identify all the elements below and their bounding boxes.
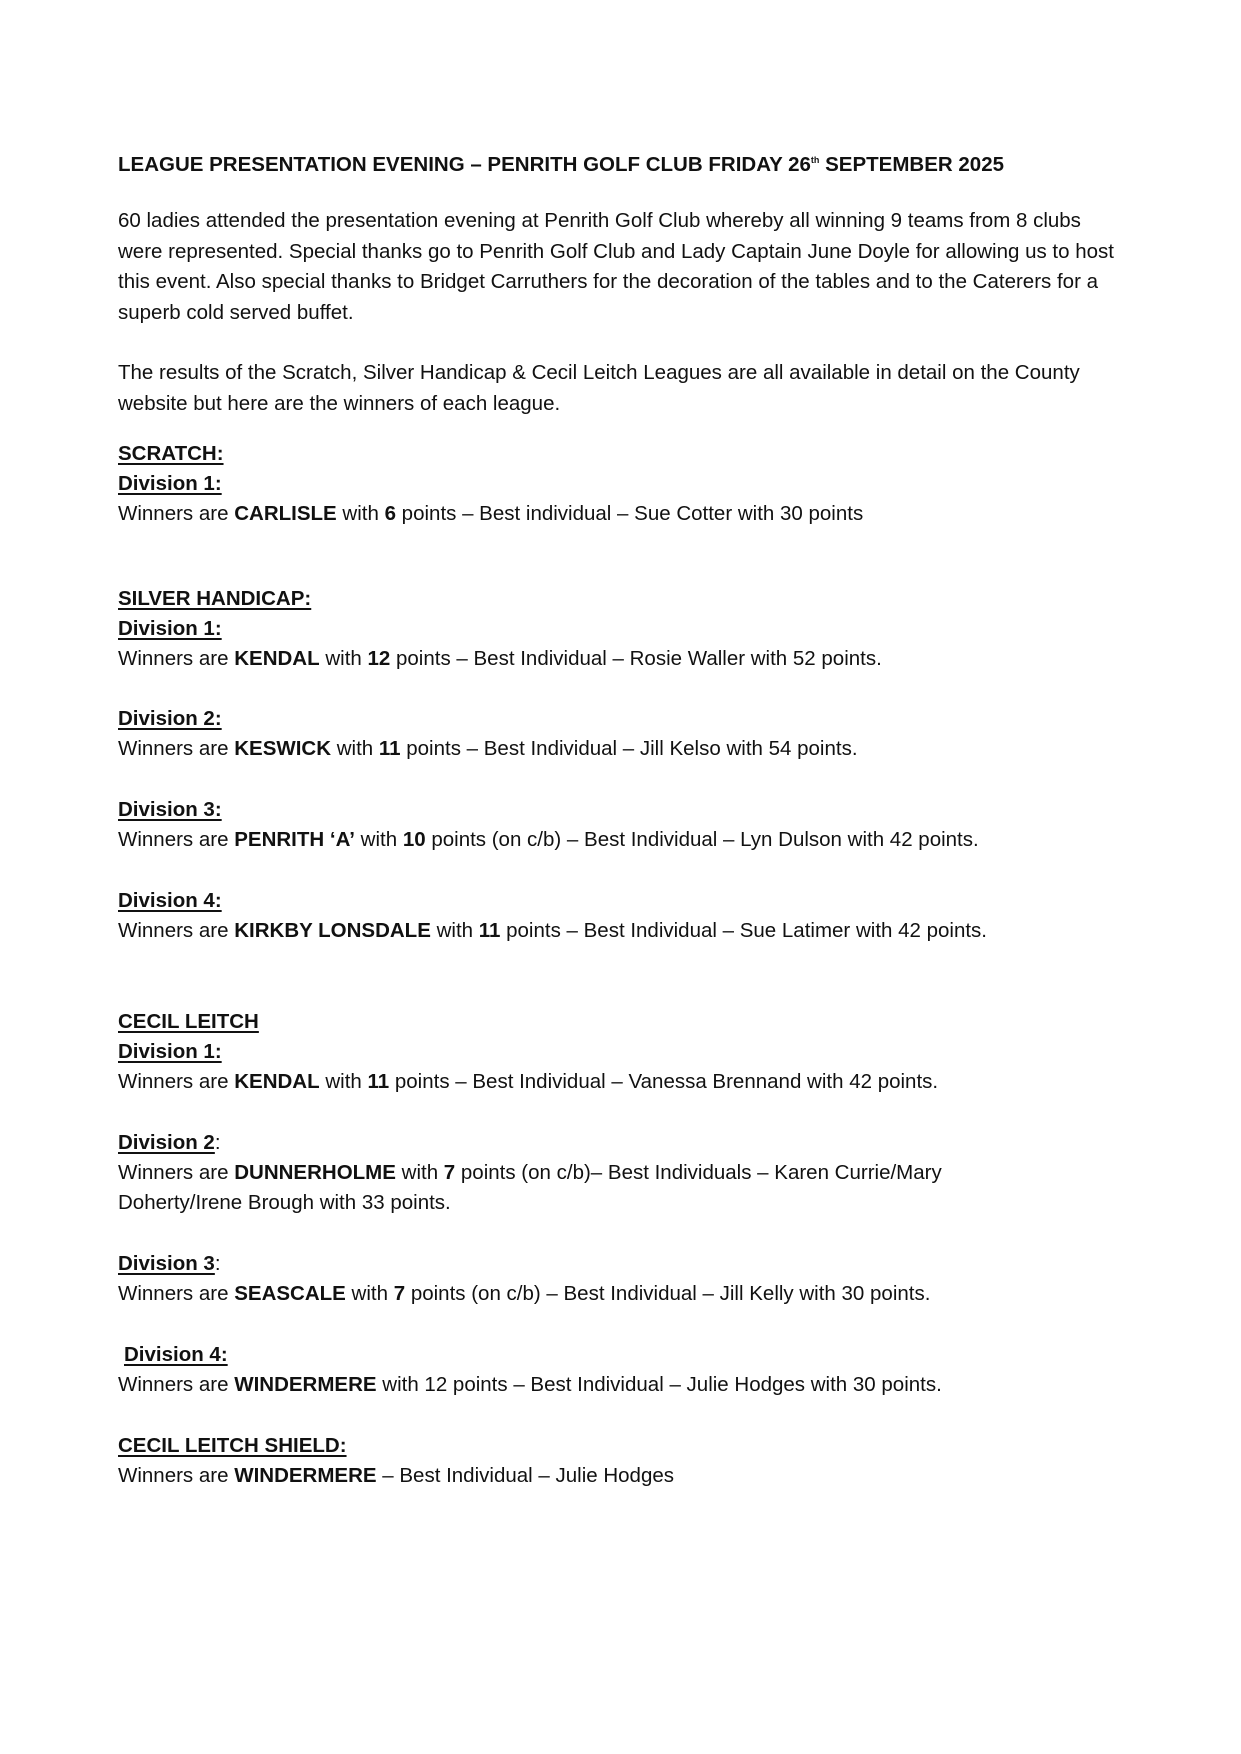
with-text: with [354, 828, 403, 851]
team-points: 7 [443, 1161, 456, 1184]
with-text: with [395, 1161, 444, 1184]
team-points: 7 [393, 1282, 406, 1305]
results-intro-paragraph: The results of the Scratch, Silver Handicap & Cecil Leitch Leagues are all available in detail on the County website but here are the winners of each league. [118, 361, 1080, 415]
winners-are-text: Winners are [118, 737, 235, 760]
team-points: 11 [478, 919, 501, 942]
colon: : [214, 1252, 221, 1275]
with-text: with [430, 919, 479, 942]
winners-are-text: Winners are [118, 828, 235, 851]
silver-div3-result [118, 825, 979, 856]
winners-are-text: Winners are [118, 647, 235, 670]
with-text: with [319, 647, 368, 670]
scratch-div1-label: Division 1: [118, 472, 222, 495]
with-text: with [319, 1070, 368, 1093]
with-text: with [336, 502, 385, 525]
winners-are-text: Winners are [118, 1464, 235, 1487]
silver-div3-label: Division 3: [118, 798, 222, 821]
silver-heading: SILVER HANDICAP: [118, 587, 312, 610]
winning-team: KIRKBY LONSDALE [234, 919, 431, 942]
silver-div4-label: Division 4: [118, 889, 222, 912]
team-points: 11 [378, 737, 401, 760]
cecil-heading: CECIL LEITCH [118, 1010, 259, 1033]
result-detail: points (on c/b) – Best Individual – Jill Kelly with 30 points. [405, 1282, 931, 1305]
winning-team: DUNNERHOLME [234, 1161, 396, 1184]
scratch-heading: SCRATCH: [118, 442, 224, 465]
winners-are-text: Winners are [118, 1282, 235, 1305]
colon: : [214, 1131, 221, 1154]
cecil-div2-result [118, 1158, 942, 1189]
result-detail: – Best Individual – Julie Hodges [376, 1464, 675, 1487]
result-detail: points – Best individual – Sue Cotter with 30 points [395, 502, 864, 525]
winning-team: WINDERMERE [234, 1464, 377, 1487]
result-detail: points – Best Individual – Sue Latimer with 42 points. [500, 919, 988, 942]
cecil-div3-label [118, 1249, 221, 1280]
division-label: Division 3 [118, 1252, 215, 1275]
cecil-div1-result [118, 1067, 938, 1098]
cecil-div2-label [118, 1128, 221, 1159]
cecil-div4-result [118, 1370, 942, 1401]
result-detail: points – Best Individual – Jill Kelso with 54 points. [400, 737, 858, 760]
team-points: 6 [384, 502, 396, 525]
cecil-div3-result [118, 1279, 930, 1310]
silver-div4-result [118, 916, 987, 947]
result-detail: points – Best Individual – Rosie Waller with 52 points. [390, 647, 882, 670]
silver-div2-label: Division 2: [118, 707, 222, 730]
winning-team: KENDAL [234, 647, 320, 670]
silver-div1-label: Division 1: [118, 617, 222, 640]
shield-heading: CECIL LEITCH SHIELD: [118, 1434, 347, 1457]
winners-are-text: Winners are [118, 919, 235, 942]
title-superscript: th [810, 155, 820, 166]
cecil-div2-result-continued: Doherty/Irene Brough with 33 points. [118, 1191, 451, 1214]
winning-team: PENRITH ‘A’ [234, 828, 355, 851]
division-label: Division 2 [118, 1131, 215, 1154]
team-points: 10 [402, 828, 426, 851]
result-detail: points – Best Individual – Vanessa Brennand with 42 points. [389, 1070, 939, 1093]
title-tail: SEPTEMBER 2025 [819, 153, 1004, 176]
cecil-div4-label: Division 4: [124, 1343, 228, 1366]
shield-result [118, 1461, 674, 1492]
winners-are-text: Winners are [118, 1161, 235, 1184]
result-detail: points (on c/b)– Best Individuals – Karen Currie/Mary [455, 1161, 942, 1184]
winning-team: CARLISLE [234, 502, 337, 525]
winning-team: KESWICK [234, 737, 332, 760]
cecil-div1-label: Division 1: [118, 1040, 222, 1063]
winning-team: KENDAL [234, 1070, 320, 1093]
winning-team: SEASCALE [234, 1282, 346, 1305]
winners-are-text: Winners are [118, 1070, 235, 1093]
with-text: with [331, 737, 379, 760]
team-points: 11 [367, 1070, 390, 1093]
title-main: LEAGUE PRESENTATION EVENING – PENRITH GOLF CLUB FRIDAY 26 [118, 153, 811, 176]
silver-div1-result [118, 644, 882, 675]
silver-div2-result [118, 734, 858, 765]
intro-paragraph: 60 ladies attended the presentation evening at Penrith Golf Club whereby all winning 9 teams from 8 clubs were represented. Special thanks go to Penrith Golf Club and Lady Captain June Doyle for allowing us to host this event. Also special thanks to Bridget Carruthers for the decoration of the tables and to the Caterers for a superb cold served buffet. [118, 209, 1114, 324]
scratch-div1-result [118, 499, 863, 530]
with-text: with [345, 1282, 394, 1305]
winners-are-text: Winners are [118, 1373, 235, 1396]
result-detail: points (on c/b) – Best Individual – Lyn Dulson with 42 points. [425, 828, 979, 851]
result-detail: with 12 points – Best Individual – Julie Hodges with 30 points. [376, 1373, 942, 1396]
page-title [118, 152, 1004, 178]
winning-team: WINDERMERE [234, 1373, 377, 1396]
winners-are-text: Winners are [118, 502, 235, 525]
team-points: 12 [367, 647, 391, 670]
